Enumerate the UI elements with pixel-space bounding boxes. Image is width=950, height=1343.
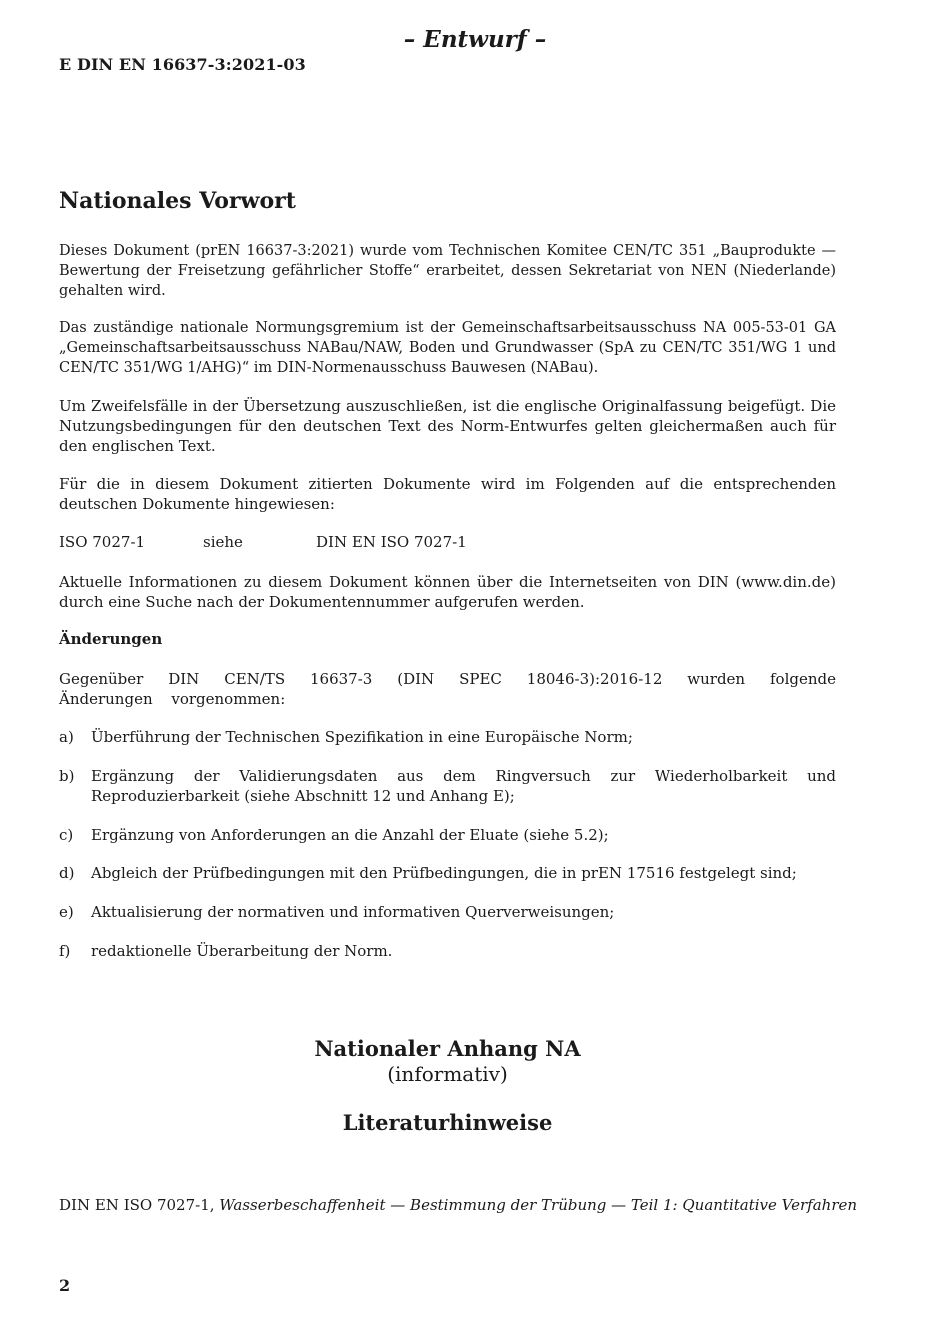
annex-title: Nationaler Anhang NA <box>314 1036 581 1061</box>
list-item <box>59 727 836 747</box>
list-text: Abgleich der Prüfbedingungen mit den Prüfbedingungen, die in prEN 17516 festgelegt sind; <box>91 864 797 882</box>
foreword-paragraph-2: Das zuständige nationale Normungsgremium ist der Gemeinschaftsarbeitsausschuss NA 005-53-01 GA „Gemeinschaftsarbeitsausschuss NABau/NAW, Boden und Grundwasser (SpA zu CEN/TC 351/WG 1 und CEN/TC 351/WG 1/AHG)“ im DIN-Normenausschuss Bauwesen (NABau). <box>59 320 836 376</box>
list-text: redaktionelle Überarbeitung der Norm. <box>91 942 393 960</box>
list-marker: e) <box>59 903 74 921</box>
list-item <box>59 863 836 883</box>
bibliography-entry <box>59 1196 857 1214</box>
list-marker: d) <box>59 864 75 882</box>
list-item <box>59 902 836 922</box>
list-marker: f) <box>59 942 71 960</box>
list-marker: c) <box>59 826 74 844</box>
list-item <box>59 766 836 806</box>
document-id: E DIN EN 16637-3:2021-03 <box>59 55 306 74</box>
literature-title: Literaturhinweise <box>342 1110 553 1135</box>
reference-target: DIN EN ISO 7027-1 <box>316 533 467 551</box>
foreword-paragraph-5: Aktuelle Informationen zu diesem Dokument können über die Internetseiten von DIN (www.din.de) durch eine Suche nach der Dokumentennummer aufgerufen werden. <box>59 573 836 611</box>
foreword-title: Nationales Vorwort <box>59 188 296 214</box>
foreword-paragraph-4: Für die in diesem Dokument zitierten Dokumente wird im Folgenden auf die entsprechenden deutschen Dokumente hingewiesen: <box>59 475 836 513</box>
draft-mark: – Entwurf – <box>403 26 547 53</box>
list-marker: a) <box>59 728 74 746</box>
list-item <box>59 941 836 961</box>
list-marker: b) <box>59 767 75 785</box>
list-text: Überführung der Technischen Spezifikation in eine Europäische Norm; <box>91 728 633 746</box>
changes-title: Änderungen <box>59 630 163 648</box>
list-text: Ergänzung von Anforderungen an die Anzahl der Eluate (siehe 5.2); <box>91 826 609 844</box>
list-text: Aktualisierung der normativen und informativen Querverweisungen; <box>91 903 615 921</box>
list-item <box>59 825 836 845</box>
bibliography-title: Wasserbeschaffenheit — Bestimmung der Trübung — Teil 1: Quantitative Verfahren <box>219 1196 858 1214</box>
changes-intro: Gegenüber DIN CEN/TS 16637-3 (DIN SPEC 18046-3):2016-12 wurden folgende Änderungen vorgenommen: <box>59 670 836 708</box>
list-text: Ergänzung der Validierungsdaten aus dem Ringversuch zur Wiederholbarkeit und Reproduzierbarkeit (siehe Abschnitt 12 und Anhang E); <box>91 767 836 805</box>
reference-source: ISO 7027-1 <box>59 533 146 551</box>
bibliography-ref: DIN EN ISO 7027-1, <box>59 1196 215 1214</box>
reference-relation: siehe <box>203 533 243 551</box>
page-number: 2 <box>59 1276 71 1295</box>
annex-subtitle: (informativ) <box>387 1062 508 1086</box>
reference-row <box>59 533 559 553</box>
foreword-paragraph-1: Dieses Dokument (prEN 16637-3:2021) wurde vom Technischen Komitee CEN/TC 351 „Bauprodukte — Bewertung der Freisetzung gefährlicher Stoffe“ erarbeitet, dessen Sekretariat von NEN (Niederlande) gehalten wird. <box>59 243 836 299</box>
foreword-paragraph-3: Um Zweifelsfälle in der Übersetzung auszuschließen, ist die englische Originalfassung beigefügt. Die Nutzungsbedingungen für den deutschen Text des Norm-Entwurfes gelten gleichermaßen auch für den englischen Text. <box>59 397 836 455</box>
